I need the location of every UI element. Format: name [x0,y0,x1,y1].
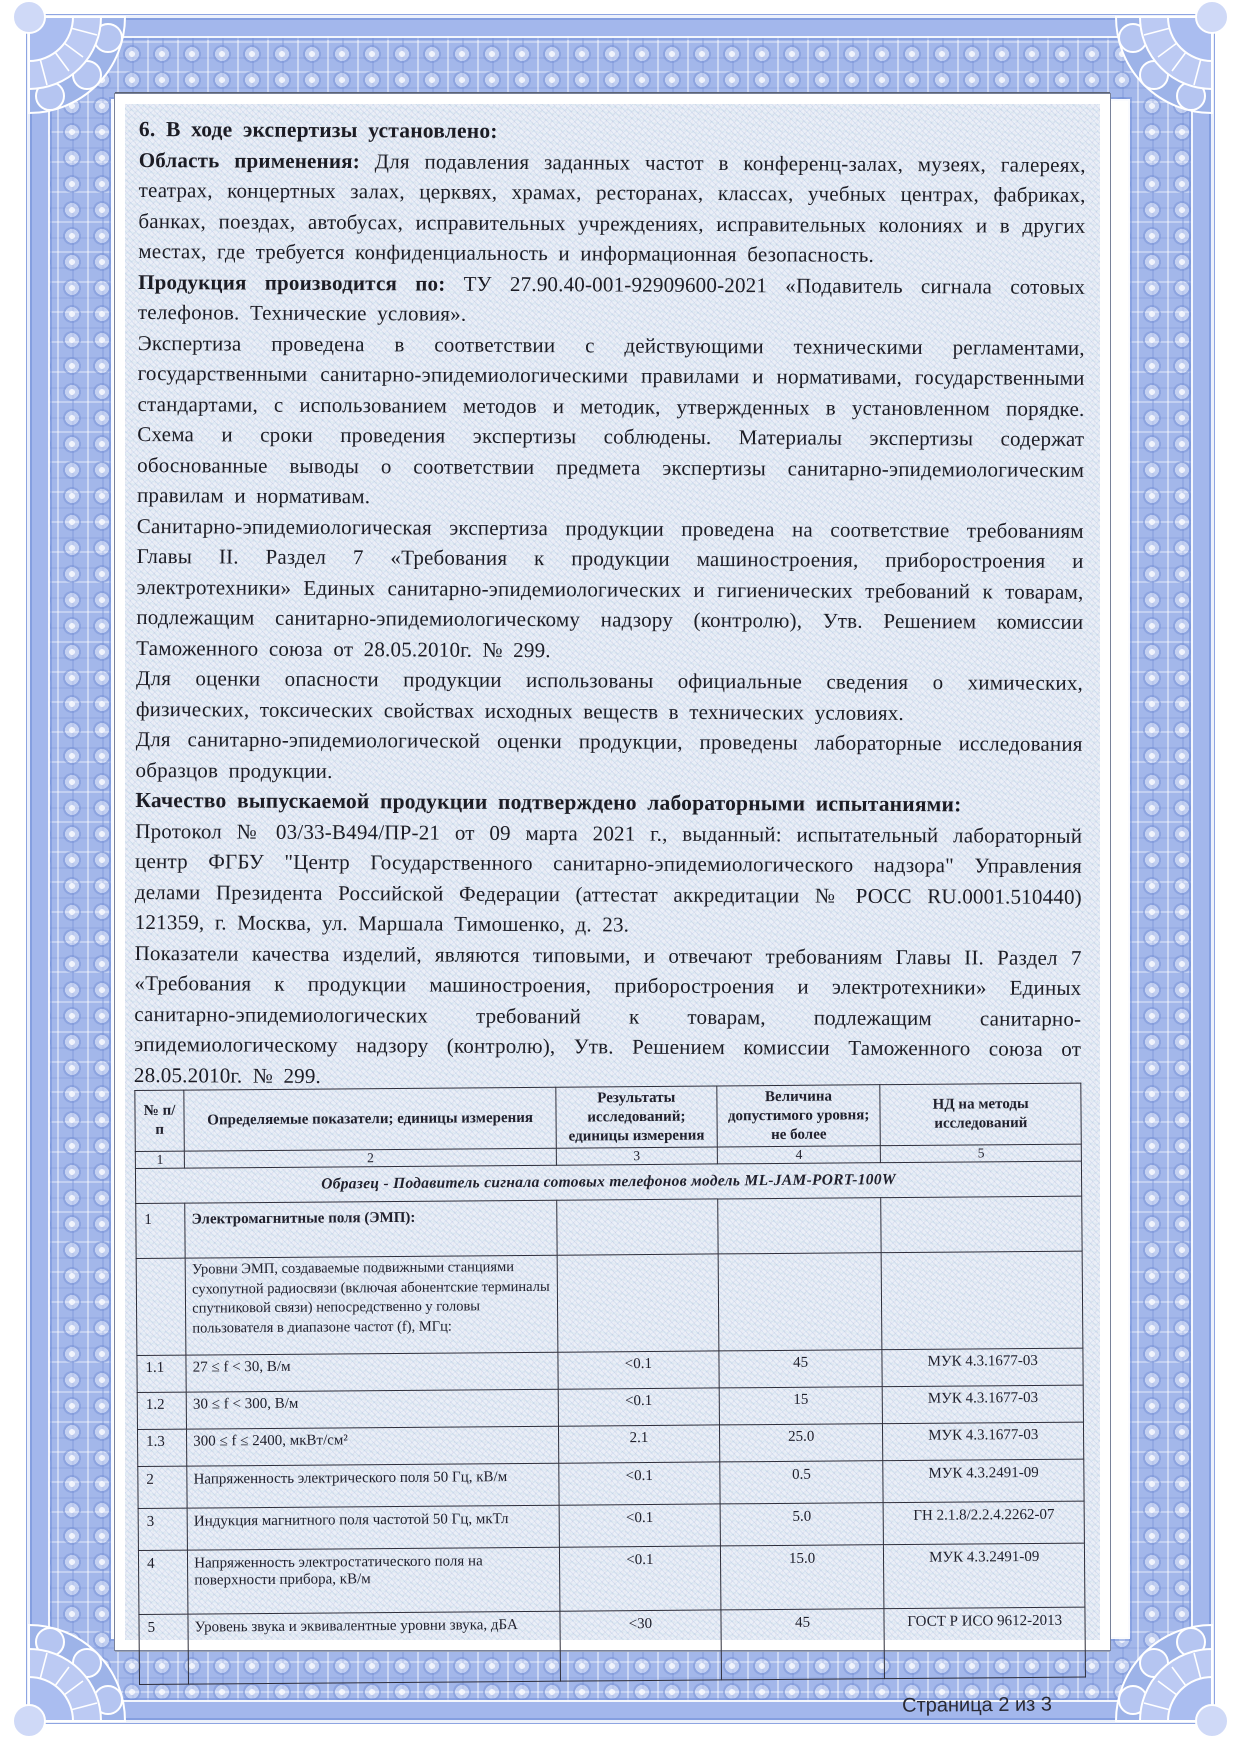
expertise-paragraph-4: Для санитарно-эпидемиологической оценки продукции, проведены лабораторные исследования образцов продукции. [135,726,1083,783]
quality-heading: Качество выпускаемой продукции подтверждено лабораторными испытаниями: [135,787,962,817]
table-row: 3 Индукция магнитного поля частотой 50 Гц, мкТл <0.1 5.0 ГН 2.1.8/2.2.4.2262-07 [138,1501,1084,1550]
table-header-row [135,1083,1081,1152]
table-row: 1 Электромагнитные поля (ЭМП): [136,1196,1082,1258]
header-limit: Величина допустимого уровня; не более [717,1085,881,1148]
header-num: № п/п [135,1090,185,1152]
production-label: Продукция производится по: [138,269,446,296]
header-result: Результаты исследований; единицы измерения [556,1086,717,1149]
production-text: ТУ 27.90.40-001-92909600-2021 «Подавитель сигнала сотовых телефонов. Технические условия». [137,271,1086,326]
col-number: 1 [135,1151,184,1168]
table-row: 4 Напряженность электростатического поля на поверхности прибора, кВ/м <0.1 15.0 МУК 4.3.2491-09 [138,1543,1084,1614]
col-number: 4 [717,1146,881,1164]
scope-label: Область применения: [138,147,361,173]
sample-title: Образец - Подавитель сигнала сотовых телефонов модель ML-JAM-PORT-100W [135,1161,1081,1203]
page-number: Страница 2 из 3 [901,1693,1053,1717]
scope-text: Для подавления заданных частот в конференц-залах, музеях, галереях, театрах, концертных залах, церквях, храмах, ресторанах, классах, учебных центрах, фабриках, банках, поездах, автобусах, исправительных учреждениях, исправительных колониях и в других местах, где требуется конфиденциальность и информационная безопасность. [138,148,1086,267]
scope-paragraph [138,144,1086,271]
table-row: 1.2 30 ≤ f < 300, В/м <0.1 15 МУК 4.3.1677-03 [137,1385,1083,1429]
expertise-paragraph-3: Для оценки опасности продукции использованы официальные сведения о химических, физических, токсических свойствах исходных веществ в технических условиях. [135,665,1084,725]
table-row: 5 Уровень звука и эквивалентные уровни звука, дБА <30 45 ГОСТ Р ИСО 9612-2013 [139,1607,1086,1684]
expertise-paragraph-2: Санитарно-эпидемиологическая экспертиза продукции проведена на соответствие требованиям Главы II. Раздел 7 «Требования к продукции машиностроения, приборостроения и электротехники» Единых санитарно-эпидемиологических и гигиенических требований к товарам, подлежащим санитарно-эпидемиологическому надзору (контролю), Утв. Решением комиссии Таможенного союза от 28.05.2010г. № 299. [136,513,1084,662]
header-nd: НД на методы исследований [880,1083,1081,1146]
expertise-paragraph-1: Экспертиза проведена в соответствии с действующими техническими регламентами, государственными санитарно-эпидемиологическими правилами и нормативами, государственными стандартами, с использованием методов и методик, утвержденных в установленном порядке. Схема и сроки проведения экспертизы соблюдены. Материалы экспертизы содержат обоснованные выводы о соответствии предмета экспертизы санитарно-эпидемиологическим правилам и нормативам. [136,330,1085,509]
table-row: Уровни ЭМП, создаваемые подвижными станциями сухопутной радиосвязи (включая абонентские терминалы спутниковой связи) непосредственно у головы пользователя в диапазоне частот (f), МГц: [136,1251,1083,1355]
body-text [134,114,1086,1095]
protocol-paragraph: Протокол № 03/33-В494/ПР-21 от 09 марта 2021 г., выданный: испытательный лабораторный центр ФГБУ "Центр Государственного санитарно-эпидемиологического надзора" Управления делами Президента Российской Федерации (аттестат аккредитации № РОСС RU.0001.510440) 121359, г. Москва, ул. Маршала Тимошенко, д. 23. [134,818,1083,937]
table-row: 2 Напряженность электрического поля 50 Гц, кВ/м <0.1 0.5 МУК 4.3.2491-09 [138,1459,1084,1508]
table-row: 1.1 27 ≤ f < 30, В/м <0.1 45 МУК 4.3.1677-03 [137,1348,1083,1392]
section-heading: 6. В ходе экспертизы установлено: [138,116,498,143]
col-number: 3 [556,1147,717,1165]
col-number: 2 [184,1148,556,1168]
header-indicator: Определяемые показатели; единицы измерения [184,1087,556,1151]
document-content-area [115,94,1110,1717]
col-number: 5 [881,1144,1082,1163]
production-paragraph [138,266,1085,332]
results-table-wrap [134,1083,1086,1686]
table-row: 1.3 300 ≤ f ≤ 2400, мкВт/см² 2.1 25.0 МУК 4.3.1677-03 [137,1422,1083,1466]
test-results-table [134,1083,1086,1686]
quality-paragraph-2: Показатели качества изделий, являются типовыми, и отвечают требованиям Главы II. Раздел 7 «Требования к продукции машиностроения, приборостроения и электротехники» Единых санитарно-эпидемиологических требований к товарам, подлежащим санитарно-эпидемиологическому надзору (контролю), Утв. Решением комиссии Таможенного союза от 28.05.2010г. № 299. [133,940,1082,1088]
